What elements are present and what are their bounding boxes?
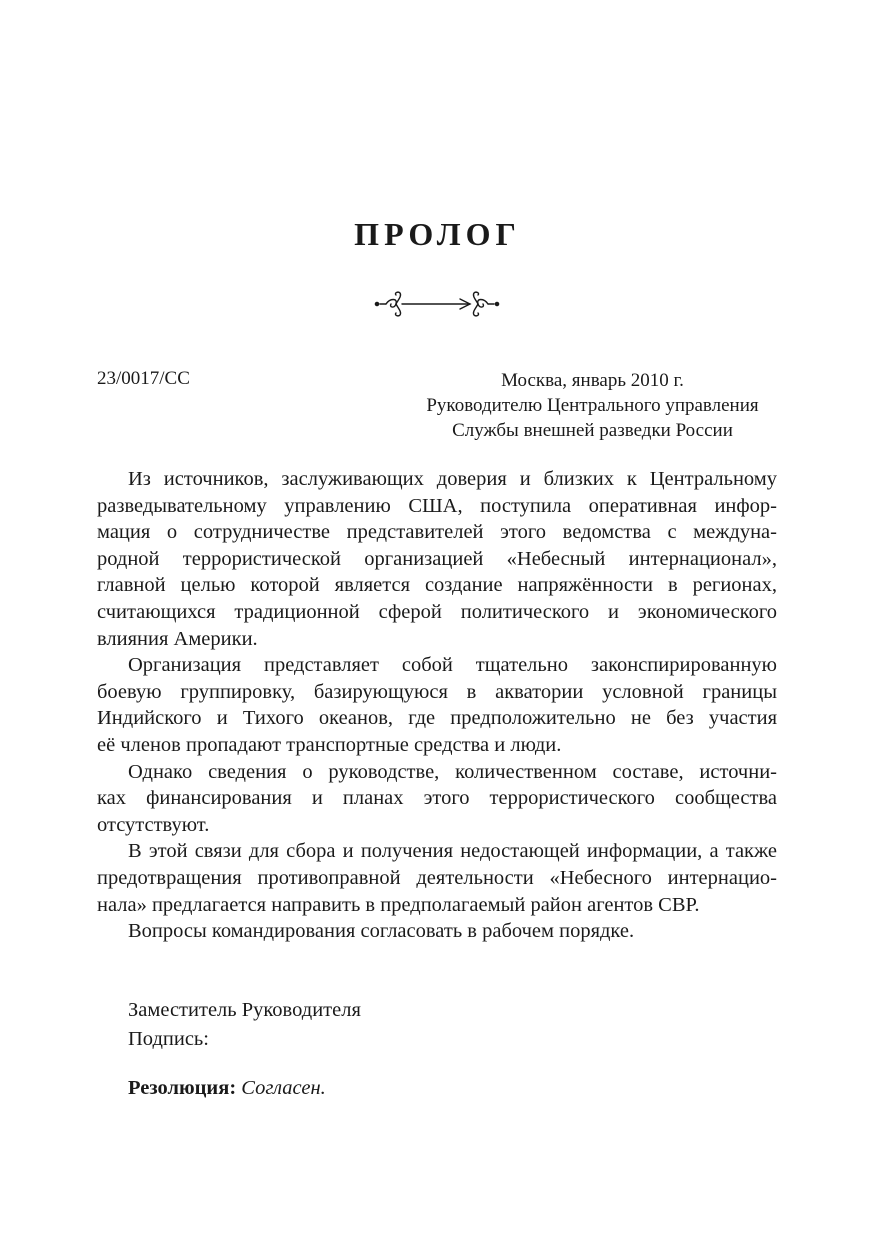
body-line: разведывательному управлению США, поступила оперативная инфор- <box>97 494 777 517</box>
body-line: её членов пропадают транспортные средства и люди. <box>97 733 562 756</box>
body-line: родной террористической организацией «Небесный интернационал», <box>97 547 777 570</box>
body-line: Однако сведения о руководстве, количественном составе, источни- <box>128 760 777 783</box>
body-line: влияния Америки. <box>97 627 258 650</box>
body-line: мация о сотрудничестве представителей этого ведомства с междуна- <box>97 521 777 544</box>
body-text <box>97 466 777 945</box>
place-date: Москва, январь 2010 г. <box>501 370 684 391</box>
body-line: Вопросы командирования согласовать в рабочем порядке. <box>128 920 635 943</box>
document-header <box>400 368 785 443</box>
body-line: предотвращения противоправной деятельности «Небесного интернацио- <box>97 866 777 889</box>
body-line: Индийского и Тихого океанов, где предположительно не без участия <box>97 707 777 730</box>
document-number: 23/0017/СС <box>97 368 190 389</box>
recipient-line-1: Руководителю Центрального управления <box>426 395 759 416</box>
body-line: Из источников, заслуживающих доверия и близких к Центральному <box>128 468 777 490</box>
signature-block <box>128 996 361 1054</box>
signatory-position: Заместитель Руководителя <box>128 999 361 1021</box>
body-line: считающихся традиционной сферой политического и экономического <box>97 600 777 623</box>
body-line: нала» предлагается направить в предполагаемый район агентов СВР. <box>97 893 700 916</box>
body-line: ках финансирования и планах этого террористического сообщества <box>97 787 777 810</box>
resolution-value: Согласен. <box>241 1077 326 1099</box>
resolution-label: Резолюция: <box>128 1077 237 1099</box>
body-line: боевую группировку, базирующуюся в акватории условной границы <box>97 680 777 703</box>
body-line: отсутствуют. <box>97 813 210 836</box>
page-title: ПРОЛОГ <box>354 216 521 252</box>
resolution-line <box>128 1077 326 1100</box>
body-line: Организация представляет собой тщательно законспирированную <box>128 654 777 677</box>
recipient-line-2: Службы внешней разведки России <box>452 420 733 441</box>
ornament-divider-icon <box>372 289 502 319</box>
signature-label: Подпись: <box>128 1028 209 1050</box>
body-line: главной целью которой является создание напряжённости в регионах, <box>97 574 777 597</box>
body-line: В этой связи для сбора и получения недостающей информации, а также <box>128 840 777 863</box>
